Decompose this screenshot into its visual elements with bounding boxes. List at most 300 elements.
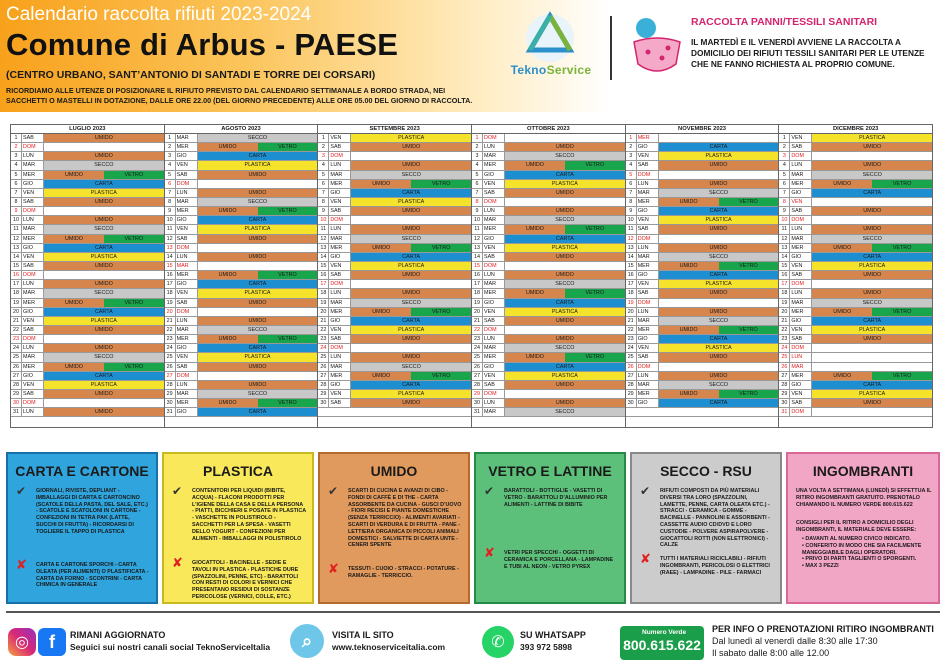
collection-cell bbox=[351, 317, 471, 325]
weekday: SAB bbox=[483, 253, 505, 261]
weekday: VEN bbox=[790, 198, 812, 206]
waste-type-label: UMIDO bbox=[351, 207, 471, 215]
day-row bbox=[11, 344, 164, 353]
day-number: 24 bbox=[11, 344, 22, 352]
day-number: 11 bbox=[165, 225, 176, 233]
weekday: SAB bbox=[483, 381, 505, 389]
month-column bbox=[165, 125, 319, 427]
day-number: 6 bbox=[11, 180, 22, 188]
collection-cell bbox=[505, 308, 625, 316]
day-row bbox=[318, 372, 471, 381]
collection-cell bbox=[351, 134, 471, 142]
collection-notice: RICORDIAMO ALLE UTENZE DI POSIZIONARE IL RIFIUTO PREVISTO DAL CALENDARIO SETTIMANALE A BORDO STRADA, NEI SACCHETTI O MASTELLI IN DOTAZIONE, DALLE ORE 22.00 (DEL GIORNO PRECEDENTE) ALLE ORE 05.00 DEL GIORNO DI RACCOLTA. bbox=[6, 86, 473, 105]
waste-type-label: PLASTICA bbox=[351, 390, 471, 398]
collection-cell bbox=[351, 262, 471, 270]
weekday: MER bbox=[22, 235, 44, 243]
day-row bbox=[626, 134, 779, 143]
month-header: LUGLIO 2023 bbox=[11, 125, 164, 134]
day-row bbox=[11, 399, 164, 408]
day-row bbox=[11, 161, 164, 170]
legend-ingombranti-bullets: • DAVANTI AL NUMERO CIVICO INDICATO. • CONFERITO IN MODO CHE SIA FACILMENTE MANEGGIABILE DAGLI OPERATORI. • PRIVO DI PARTI TAGLIENTI O SPORGENTI. • MAX 3 PEZZI bbox=[802, 536, 922, 570]
month-header: OTTOBRE 2023 bbox=[472, 125, 625, 134]
collection-cell bbox=[812, 189, 932, 197]
collection-cell bbox=[505, 289, 625, 297]
check-icon: ✔ bbox=[172, 484, 183, 498]
day-number: 6 bbox=[472, 180, 483, 188]
weekday: GIO bbox=[483, 171, 505, 179]
waste-type-label: PLASTICA bbox=[198, 161, 318, 169]
site-url[interactable]: www.teknoserviceitalia.com bbox=[332, 642, 446, 652]
weekday: DOM bbox=[790, 344, 812, 352]
day-row bbox=[472, 134, 625, 143]
waste-type-label: VETRO bbox=[872, 244, 932, 252]
day-number: 20 bbox=[165, 308, 176, 316]
day-row bbox=[472, 344, 625, 353]
day-number: 13 bbox=[11, 244, 22, 252]
collection-cell bbox=[44, 180, 164, 188]
day-row bbox=[626, 271, 779, 280]
weekday: MER bbox=[22, 363, 44, 371]
weekday: VEN bbox=[22, 189, 44, 197]
waste-type-label: VETRO bbox=[872, 308, 932, 316]
day-number: 23 bbox=[165, 335, 176, 343]
weekday: VEN bbox=[483, 308, 505, 316]
check-icon: ✔ bbox=[16, 484, 27, 498]
weekday: GIO bbox=[637, 335, 659, 343]
footer-divider bbox=[6, 611, 940, 613]
day-row bbox=[11, 408, 164, 417]
waste-type-label: CARTA bbox=[505, 363, 625, 371]
weekday: MER bbox=[329, 308, 351, 316]
day-number: 29 bbox=[318, 390, 329, 398]
day-row bbox=[626, 262, 779, 271]
day-row bbox=[165, 308, 318, 317]
waste-type-label: CARTA bbox=[505, 171, 625, 179]
day-row bbox=[472, 216, 625, 225]
day-number: 20 bbox=[11, 308, 22, 316]
waste-type-label: UMIDO bbox=[659, 198, 719, 206]
waste-type-label: UMIDO bbox=[351, 161, 471, 169]
day-row bbox=[779, 225, 932, 234]
collection-cell bbox=[44, 134, 164, 142]
day-number: 8 bbox=[779, 198, 790, 206]
waste-type-label: UMIDO bbox=[198, 363, 318, 371]
waste-type-label bbox=[505, 390, 625, 398]
collection-cell bbox=[198, 262, 318, 270]
day-number: 24 bbox=[626, 344, 637, 352]
weekday: DOM bbox=[22, 335, 44, 343]
day-row bbox=[165, 189, 318, 198]
waste-type-label bbox=[659, 235, 779, 243]
day-number: 13 bbox=[626, 244, 637, 252]
weekday: SAB bbox=[790, 143, 812, 151]
check-icon: ✔ bbox=[328, 484, 339, 498]
collection-cell bbox=[812, 353, 932, 361]
waste-type-label: SECCO bbox=[505, 216, 625, 224]
day-number: 2 bbox=[779, 143, 790, 151]
weekday: MAR bbox=[790, 299, 812, 307]
day-row bbox=[11, 189, 164, 198]
day-number: 11 bbox=[626, 225, 637, 233]
day-number: 16 bbox=[779, 271, 790, 279]
collection-cell bbox=[659, 198, 779, 206]
day-number: 6 bbox=[165, 180, 176, 188]
areas-subtitle: (CENTRO URBANO, SANT’ANTONIO DI SANTADI E TORRE DEI CORSARI) bbox=[6, 69, 376, 81]
legend-secco-title: SECCO - RSU bbox=[660, 463, 752, 479]
collection-cell bbox=[505, 152, 625, 160]
waste-type-label: UMIDO bbox=[659, 161, 779, 169]
day-number: 10 bbox=[318, 216, 329, 224]
collection-cell bbox=[44, 171, 164, 179]
waste-type-label: VETRO bbox=[258, 143, 318, 151]
day-row bbox=[318, 152, 471, 161]
day-number: 25 bbox=[11, 353, 22, 361]
legend-ingombranti-text2: CONSIGLI PER IL RITIRO A DOMICILIO DEGLI INGOMBRANTI, IL MATERIALE DEVE ESSERE: bbox=[796, 520, 917, 533]
waste-type-label: UMIDO bbox=[198, 207, 258, 215]
info-title: PER INFO O PRENOTAZIONI RITIRO INGOMBRANTI bbox=[712, 624, 934, 634]
weekday: MER bbox=[22, 299, 44, 307]
collection-cell bbox=[198, 134, 318, 142]
waste-type-label bbox=[44, 335, 164, 343]
waste-type-label: VETRO bbox=[719, 390, 779, 398]
waste-type-label: UMIDO bbox=[812, 207, 932, 215]
teknoservice-logo-text: TeknoService bbox=[510, 63, 592, 77]
waste-type-label: CARTA bbox=[812, 189, 932, 197]
day-number: 7 bbox=[472, 189, 483, 197]
waste-type-label bbox=[505, 262, 625, 270]
collection-cell bbox=[44, 363, 164, 371]
day-row bbox=[779, 189, 932, 198]
day-row bbox=[318, 198, 471, 207]
collection-cell bbox=[44, 399, 164, 407]
collection-cell bbox=[505, 271, 625, 279]
month-header: AGOSTO 2023 bbox=[165, 125, 318, 134]
waste-type-label: SECCO bbox=[198, 390, 318, 398]
collection-cell bbox=[812, 308, 932, 316]
day-row bbox=[472, 289, 625, 298]
day-row bbox=[626, 344, 779, 353]
day-number: 5 bbox=[472, 171, 483, 179]
legend-plastica-ok: CONTENITORI PER LIQUIDI (BIBITE, ACQUA) - FLACONI PRODOTTI PER L’IGIENE DELLA CASA E DELLA PERSONA - PIATTI, BICCHIERI E POSATE IN PLASTICA - VASCHETTE IN POLISTIROLO - SACCHETTI PER LA SPESA - VASETTI DELLO YOGURT - CONFEZIONI PER ALIMENTI - IMBALLAGGI IN POLISTIROLO bbox=[192, 488, 307, 542]
waste-type-label: CARTA bbox=[351, 189, 471, 197]
collection-cell bbox=[812, 335, 932, 343]
day-number: 31 bbox=[472, 408, 483, 416]
collection-cell bbox=[44, 198, 164, 206]
day-number: 14 bbox=[472, 253, 483, 261]
collection-cell bbox=[505, 408, 625, 416]
day-number: 24 bbox=[472, 344, 483, 352]
day-number: 24 bbox=[165, 344, 176, 352]
day-row bbox=[11, 134, 164, 143]
facebook-icon[interactable]: f bbox=[38, 628, 66, 656]
day-row bbox=[779, 326, 932, 335]
day-row bbox=[318, 408, 471, 417]
collection-cell bbox=[659, 262, 779, 270]
day-row bbox=[626, 180, 779, 189]
waste-type-label: SECCO bbox=[351, 171, 471, 179]
waste-type-label: VETRO bbox=[719, 198, 779, 206]
collection-cell bbox=[659, 335, 779, 343]
weekday: MAR bbox=[176, 262, 198, 270]
collection-cell bbox=[351, 180, 471, 188]
collection-cell bbox=[659, 180, 779, 188]
waste-type-label: UMIDO bbox=[198, 399, 258, 407]
day-number: 28 bbox=[472, 381, 483, 389]
waste-type-label: UMIDO bbox=[351, 308, 411, 316]
waste-type-label: CARTA bbox=[198, 280, 318, 288]
day-number: 13 bbox=[779, 244, 790, 252]
collection-cell bbox=[659, 399, 779, 407]
day-row bbox=[165, 344, 318, 353]
day-number: 7 bbox=[165, 189, 176, 197]
collection-cell bbox=[351, 326, 471, 334]
day-row bbox=[11, 363, 164, 372]
day-number: 15 bbox=[779, 262, 790, 270]
day-row bbox=[626, 335, 779, 344]
month-column bbox=[472, 125, 626, 427]
day-number: 13 bbox=[165, 244, 176, 252]
day-number: 3 bbox=[165, 152, 176, 160]
weekday: LUN bbox=[176, 253, 198, 261]
weekday: DOM bbox=[483, 262, 505, 270]
day-row bbox=[472, 390, 625, 399]
collection-cell bbox=[505, 198, 625, 206]
day-number: 27 bbox=[626, 372, 637, 380]
waste-type-label: UMIDO bbox=[198, 235, 318, 243]
weekday: SAB bbox=[637, 289, 659, 297]
day-row bbox=[165, 390, 318, 399]
collection-cell bbox=[812, 262, 932, 270]
day-row bbox=[472, 253, 625, 262]
weekday: MER bbox=[483, 161, 505, 169]
day-number: 12 bbox=[626, 235, 637, 243]
waste-type-label: UMIDO bbox=[812, 335, 932, 343]
day-number: 18 bbox=[318, 289, 329, 297]
weekday: SAB bbox=[329, 271, 351, 279]
day-number: 15 bbox=[626, 262, 637, 270]
day-number: 7 bbox=[11, 189, 22, 197]
waste-type-label: PLASTICA bbox=[505, 372, 625, 380]
waste-type-label: VETRO bbox=[872, 372, 932, 380]
waste-type-label: CARTA bbox=[44, 180, 164, 188]
collection-cell bbox=[351, 308, 471, 316]
waste-type-label: UMIDO bbox=[44, 198, 164, 206]
waste-type-label: UMIDO bbox=[351, 399, 471, 407]
waste-type-label: VETRO bbox=[411, 180, 471, 188]
day-number: 4 bbox=[626, 161, 637, 169]
weekday: MAR bbox=[329, 363, 351, 371]
waste-type-label: SECCO bbox=[351, 235, 471, 243]
collection-cell bbox=[812, 253, 932, 261]
day-number: 11 bbox=[11, 225, 22, 233]
day-row bbox=[626, 207, 779, 216]
waste-type-label: UMIDO bbox=[812, 180, 872, 188]
waste-type-label: VETRO bbox=[411, 308, 471, 316]
day-number: 24 bbox=[779, 344, 790, 352]
waste-type-label bbox=[44, 271, 164, 279]
collection-cell bbox=[505, 262, 625, 270]
search-icon[interactable]: ⌕ bbox=[290, 624, 324, 658]
day-row bbox=[165, 381, 318, 390]
waste-type-label: UMIDO bbox=[351, 271, 471, 279]
day-row bbox=[779, 271, 932, 280]
waste-type-label: PLASTICA bbox=[351, 262, 471, 270]
legend-carta bbox=[6, 452, 158, 604]
weekday: MER bbox=[176, 271, 198, 279]
waste-type-label bbox=[812, 363, 932, 371]
waste-type-label bbox=[44, 143, 164, 151]
weekday: GIO bbox=[176, 152, 198, 160]
day-number: 20 bbox=[318, 308, 329, 316]
waste-type-label: CARTA bbox=[659, 335, 779, 343]
collection-cell bbox=[351, 271, 471, 279]
day-row bbox=[11, 152, 164, 161]
month-column bbox=[11, 125, 165, 427]
collection-cell bbox=[44, 253, 164, 261]
waste-type-label: PLASTICA bbox=[505, 180, 625, 188]
waste-type-label: PLASTICA bbox=[812, 262, 932, 270]
collection-cell bbox=[812, 399, 932, 407]
weekday: DOM bbox=[483, 326, 505, 334]
collection-cell bbox=[198, 344, 318, 352]
collection-cell bbox=[505, 372, 625, 380]
weekday: MAR bbox=[22, 289, 44, 297]
collection-cell bbox=[351, 363, 471, 371]
day-row bbox=[626, 353, 779, 362]
collection-cell bbox=[198, 189, 318, 197]
day-number: 14 bbox=[165, 253, 176, 261]
collection-cell bbox=[812, 171, 932, 179]
day-row bbox=[626, 253, 779, 262]
weekday: LUN bbox=[176, 317, 198, 325]
day-row bbox=[472, 171, 625, 180]
day-number: 13 bbox=[472, 244, 483, 252]
day-number: 19 bbox=[318, 299, 329, 307]
day-row bbox=[779, 216, 932, 225]
collection-cell bbox=[505, 134, 625, 142]
legend-umido bbox=[318, 452, 470, 604]
day-number: 9 bbox=[626, 207, 637, 215]
collection-cell bbox=[659, 344, 779, 352]
waste-type-label: UMIDO bbox=[812, 372, 872, 380]
collection-cell bbox=[812, 235, 932, 243]
day-number: 16 bbox=[318, 271, 329, 279]
collection-cell bbox=[198, 244, 318, 252]
collection-cell bbox=[812, 134, 932, 142]
day-row bbox=[165, 326, 318, 335]
day-row bbox=[165, 353, 318, 362]
day-row bbox=[11, 317, 164, 326]
weekday: VEN bbox=[22, 253, 44, 261]
waste-type-label: UMIDO bbox=[505, 289, 565, 297]
weekday: MAR bbox=[22, 161, 44, 169]
weekday: MER bbox=[790, 372, 812, 380]
day-number: 9 bbox=[318, 207, 329, 215]
collection-cell bbox=[44, 189, 164, 197]
info-saturday: Il sabato dalle 8:00 alle 12.00 bbox=[712, 648, 830, 658]
collection-calendar bbox=[10, 124, 933, 428]
waste-type-label: UMIDO bbox=[198, 299, 318, 307]
collection-cell bbox=[351, 280, 471, 288]
weekday: MER bbox=[329, 372, 351, 380]
day-number: 30 bbox=[318, 399, 329, 407]
weekday: DOM bbox=[637, 299, 659, 307]
month-header: NOVEMBRE 2023 bbox=[626, 125, 779, 134]
waste-type-label bbox=[812, 353, 932, 361]
day-row bbox=[165, 152, 318, 161]
collection-cell bbox=[812, 207, 932, 215]
waste-type-label bbox=[659, 363, 779, 371]
waste-type-label bbox=[198, 262, 318, 270]
day-row bbox=[11, 289, 164, 298]
numero-verde-badge[interactable] bbox=[620, 626, 704, 660]
waste-type-label: UMIDO bbox=[44, 216, 164, 224]
waste-type-label: SECCO bbox=[812, 299, 932, 307]
weekday: MER bbox=[329, 244, 351, 252]
collection-cell bbox=[659, 207, 779, 215]
weekday: LUN bbox=[22, 152, 44, 160]
day-row bbox=[779, 317, 932, 326]
day-number: 26 bbox=[626, 363, 637, 371]
collection-cell bbox=[505, 253, 625, 261]
day-number: 9 bbox=[472, 207, 483, 215]
weekday: SAB bbox=[176, 363, 198, 371]
collection-cell bbox=[812, 299, 932, 307]
day-row bbox=[11, 143, 164, 152]
collection-cell bbox=[351, 381, 471, 389]
collection-cell bbox=[812, 180, 932, 188]
day-row bbox=[779, 289, 932, 298]
weekday: DOM bbox=[329, 216, 351, 224]
day-number: 1 bbox=[165, 134, 176, 142]
weekday: SAB bbox=[22, 390, 44, 398]
weekday: VEN bbox=[176, 161, 198, 169]
day-row bbox=[779, 152, 932, 161]
day-row bbox=[165, 280, 318, 289]
collection-cell bbox=[505, 189, 625, 197]
weekday: DOM bbox=[176, 372, 198, 380]
instagram-icon[interactable]: ◎ bbox=[8, 628, 36, 656]
day-number: 7 bbox=[779, 189, 790, 197]
waste-type-label: PLASTICA bbox=[812, 326, 932, 334]
collection-cell bbox=[659, 225, 779, 233]
waste-type-label bbox=[351, 216, 471, 224]
day-row bbox=[165, 372, 318, 381]
collection-cell bbox=[351, 152, 471, 160]
waste-type-label: VETRO bbox=[565, 225, 625, 233]
waste-type-label: UMIDO bbox=[198, 143, 258, 151]
day-number: 11 bbox=[779, 225, 790, 233]
collection-cell bbox=[44, 408, 164, 416]
collection-cell bbox=[44, 271, 164, 279]
day-row bbox=[472, 353, 625, 362]
day-row bbox=[472, 317, 625, 326]
day-number: 8 bbox=[318, 198, 329, 206]
collection-cell bbox=[659, 216, 779, 224]
weekday: GIO bbox=[22, 180, 44, 188]
whatsapp-icon[interactable]: ✆ bbox=[482, 626, 514, 658]
whatsapp-number[interactable]: 393 972 5898 bbox=[520, 642, 572, 652]
day-number: 25 bbox=[318, 353, 329, 361]
day-row bbox=[11, 372, 164, 381]
day-row bbox=[165, 271, 318, 280]
day-row bbox=[165, 207, 318, 216]
day-row bbox=[11, 180, 164, 189]
waste-type-label: CARTA bbox=[44, 308, 164, 316]
day-number: 16 bbox=[11, 271, 22, 279]
weekday: VEN bbox=[483, 180, 505, 188]
day-number: 9 bbox=[779, 207, 790, 215]
